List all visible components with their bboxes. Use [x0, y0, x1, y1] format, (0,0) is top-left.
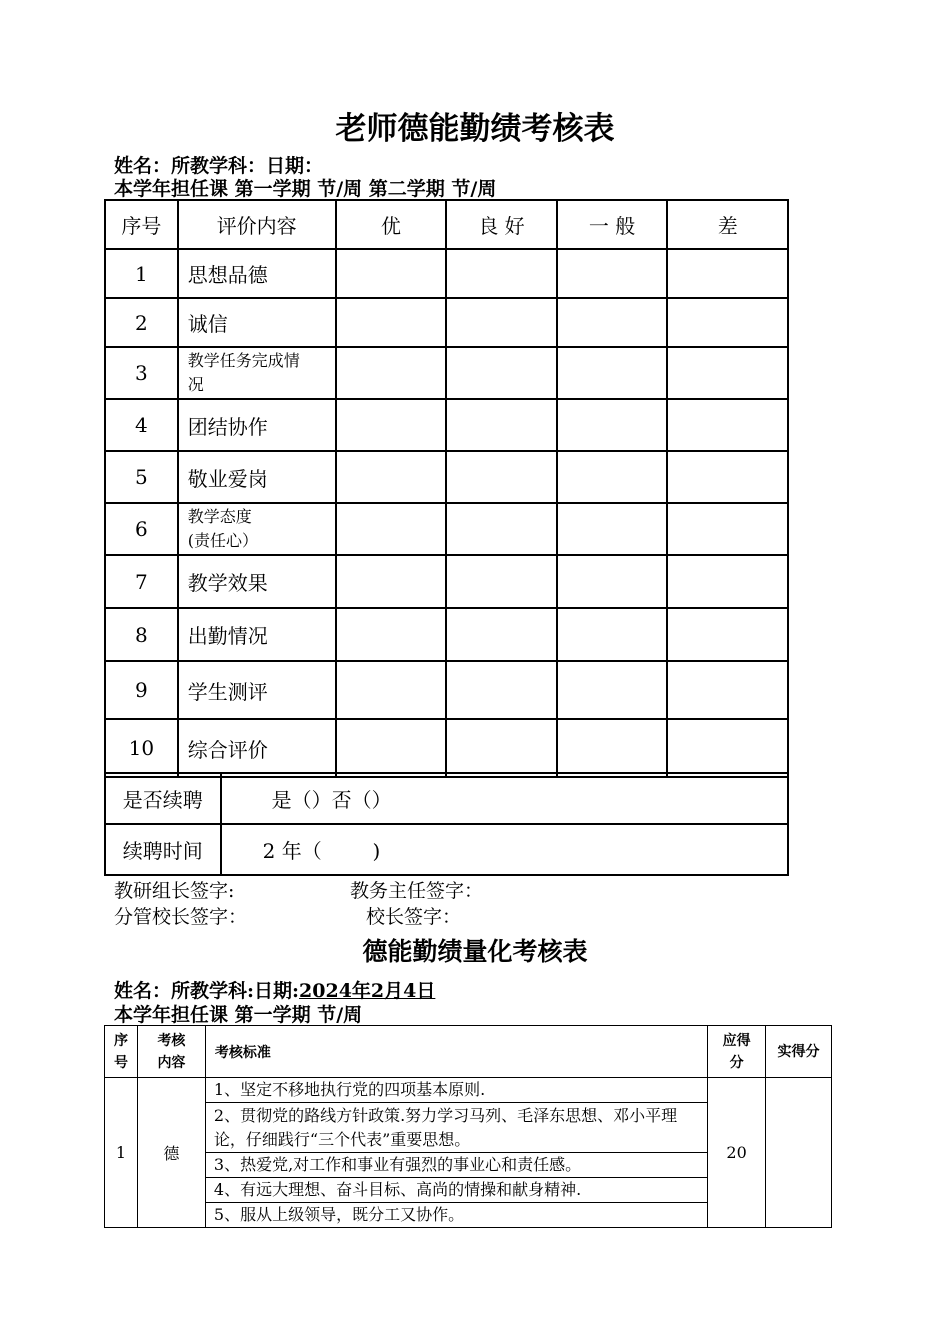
header-cell: 评价内容 [178, 200, 336, 249]
form2-info-prefix: 姓名：所教学科:日期: [114, 980, 300, 1002]
rating-cell-average[interactable] [557, 719, 668, 777]
signature-vice-principal: 分管校长签字： [114, 906, 248, 928]
renewal-time-label: 续聘时间 [105, 824, 221, 875]
rating-cell-poor[interactable] [667, 298, 788, 347]
header-cell: 序号 [105, 200, 178, 249]
rating-cell-poor[interactable] [667, 249, 788, 298]
rating-cell-good[interactable] [446, 503, 557, 555]
row-item: 教学态度(责任心） [178, 503, 336, 555]
rating-cell-poor[interactable] [667, 399, 788, 451]
row-number: 6 [105, 503, 178, 555]
form1-info-line1: 姓名：所教学科：日期： [114, 155, 324, 177]
form1-title: 老师德能勤绩考核表 [335, 111, 615, 147]
form2-title: 德能勤绩量化考核表 [362, 937, 588, 966]
form2-date: 2024年2月4日 [299, 980, 436, 1002]
form1-info-line2: 本学年担任课 第一学期 节/周 第二学期 节/周 [114, 178, 497, 200]
rating-cell-good[interactable] [446, 298, 557, 347]
rating-cell-excellent[interactable] [336, 399, 447, 451]
signature-research-leader: 教研组长签字: [114, 880, 235, 902]
rating-cell-excellent[interactable] [336, 608, 447, 661]
row-item: 教学效果 [178, 555, 336, 608]
table-row [105, 503, 788, 555]
table-row [105, 1078, 832, 1103]
renewal-time-row [105, 824, 788, 875]
header-content: 考核内容 [137, 1026, 205, 1078]
rating-cell-average[interactable] [557, 399, 668, 451]
row-item: 诚信 [178, 298, 336, 347]
table-row [105, 719, 788, 777]
rating-cell-poor[interactable] [667, 347, 788, 399]
row-number: 9 [105, 661, 178, 719]
signature-principal: 校长签字： [366, 906, 462, 928]
rating-cell-excellent[interactable] [336, 347, 447, 399]
table-row [105, 249, 788, 298]
table-row [105, 608, 788, 661]
should-score: 20 [708, 1078, 766, 1228]
row-item: 综合评价 [178, 719, 336, 777]
row-item: 出勤情况 [178, 608, 336, 661]
row-number: 3 [105, 347, 178, 399]
evaluation-table [104, 199, 789, 778]
rating-cell-poor[interactable] [667, 608, 788, 661]
renewal-table [104, 772, 789, 876]
rating-cell-average[interactable] [557, 298, 668, 347]
rating-cell-excellent[interactable] [336, 555, 447, 608]
table-header-row [105, 200, 788, 249]
rating-cell-excellent[interactable] [336, 451, 447, 503]
rating-cell-excellent[interactable] [336, 719, 447, 777]
rating-cell-poor[interactable] [667, 555, 788, 608]
rating-cell-poor[interactable] [667, 451, 788, 503]
table-row [105, 555, 788, 608]
table-row [105, 451, 788, 503]
renewal-choice[interactable]: 是（）否（） [221, 773, 788, 824]
row-number: 8 [105, 608, 178, 661]
rating-cell-average[interactable] [557, 661, 668, 719]
rating-cell-good[interactable] [446, 608, 557, 661]
header-no: 序号 [105, 1026, 138, 1078]
header-cell: 一 般 [557, 200, 668, 249]
header-should-score: 应得分 [708, 1026, 766, 1078]
criterion-item: 5、服从上级领导，既分工又协作。 [205, 1203, 707, 1228]
row-item: 思想品德 [178, 249, 336, 298]
form2-info-line1 [114, 976, 435, 1003]
row-item: 团结协作 [178, 399, 336, 451]
table-row [105, 298, 788, 347]
rating-cell-average[interactable] [557, 451, 668, 503]
row-number: 4 [105, 399, 178, 451]
header-cell: 良 好 [446, 200, 557, 249]
header-actual-score: 实得分 [766, 1026, 832, 1078]
row-number: 7 [105, 555, 178, 608]
renewal-label: 是否续聘 [105, 773, 221, 824]
rating-cell-average[interactable] [557, 503, 668, 555]
rating-cell-good[interactable] [446, 347, 557, 399]
quantified-table [104, 1025, 832, 1228]
rating-cell-good[interactable] [446, 399, 557, 451]
actual-score-cell[interactable] [766, 1078, 832, 1228]
criterion-item: 3、热爱党,对工作和事业有强烈的事业心和责任感。 [205, 1153, 707, 1178]
criterion-item: 1、坚定不移地执行党的四项基本原则. [205, 1078, 707, 1103]
row-item: 教学任务完成情况 [178, 347, 336, 399]
rating-cell-average[interactable] [557, 347, 668, 399]
row-number: 1 [105, 1078, 138, 1228]
row-number: 10 [105, 719, 178, 777]
header-cell: 优 [336, 200, 447, 249]
criterion-item: 4、有远大理想、奋斗目标、高尚的情操和献身精神. [205, 1178, 707, 1203]
rating-cell-good[interactable] [446, 249, 557, 298]
renewal-time-value[interactable]: 2 年（ ) [221, 824, 788, 875]
row-content: 德 [137, 1078, 205, 1228]
table-row [105, 347, 788, 399]
rating-cell-poor[interactable] [667, 719, 788, 777]
form2-info-line2: 本学年担任课 第一学期 节/周 [114, 1004, 363, 1026]
row-item: 学生测评 [178, 661, 336, 719]
criterion-item: 2、贯彻党的路线方针政策.努力学习马列、毛泽东思想、邓小平理论，仔细践行“三个代表”重要思想。 [205, 1103, 707, 1153]
rating-cell-good[interactable] [446, 451, 557, 503]
header-standard: 考核标准 [205, 1026, 707, 1078]
header-cell: 差 [667, 200, 788, 249]
table-header-row [105, 1026, 832, 1078]
table-row [105, 661, 788, 719]
rating-cell-excellent[interactable] [336, 661, 447, 719]
rating-cell-average[interactable] [557, 249, 668, 298]
rating-cell-poor[interactable] [667, 661, 788, 719]
rating-cell-good[interactable] [446, 555, 557, 608]
row-number: 2 [105, 298, 178, 347]
rating-cell-good[interactable] [446, 719, 557, 777]
row-number: 1 [105, 249, 178, 298]
rating-cell-excellent[interactable] [336, 503, 447, 555]
table-row [105, 399, 788, 451]
rating-cell-good[interactable] [446, 661, 557, 719]
rating-cell-poor[interactable] [667, 503, 788, 555]
rating-cell-average[interactable] [557, 608, 668, 661]
rating-cell-average[interactable] [557, 555, 668, 608]
row-item: 敬业爱岗 [178, 451, 336, 503]
signature-academic-director: 教务主任签字： [350, 880, 484, 902]
rating-cell-excellent[interactable] [336, 249, 447, 298]
rating-cell-excellent[interactable] [336, 298, 447, 347]
renewal-row [105, 773, 788, 824]
row-number: 5 [105, 451, 178, 503]
